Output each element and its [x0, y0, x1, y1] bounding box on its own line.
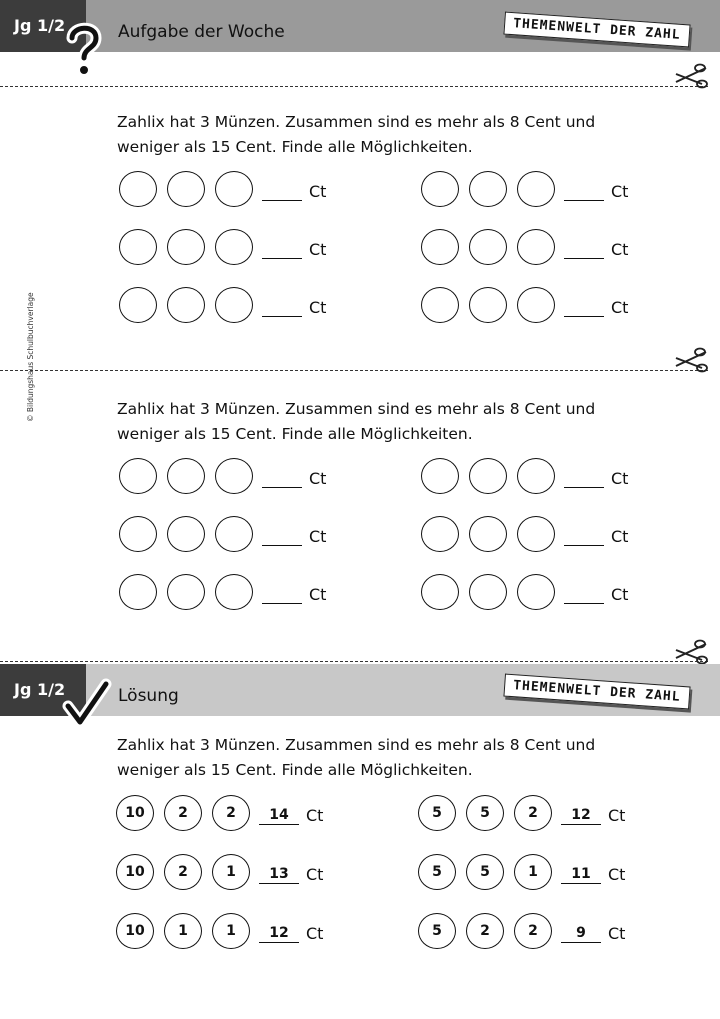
coin: 1: [212, 854, 250, 890]
unit-label: Ct: [611, 469, 629, 488]
unit-label: Ct: [306, 806, 324, 825]
coin: [167, 516, 205, 552]
stamp-label-solution: THEMENWELT DER ZAHL: [503, 674, 690, 710]
coin: [517, 516, 555, 552]
unit-label: Ct: [306, 924, 324, 943]
sum-value: 9: [576, 925, 586, 941]
coin: [421, 229, 459, 265]
coin: [421, 287, 459, 323]
coin: [119, 516, 157, 552]
coin: [215, 516, 253, 552]
coin: [517, 458, 555, 494]
sum-blank: [262, 487, 302, 488]
sum-blank: [262, 258, 302, 259]
unit-label: Ct: [309, 527, 327, 546]
coin: 2: [212, 795, 250, 831]
scissors-icon: [672, 348, 708, 372]
sum-blank: [262, 545, 302, 546]
sum-blank: [564, 603, 604, 604]
coin: [119, 229, 157, 265]
coin: 5: [466, 854, 504, 890]
coin: 10: [116, 854, 154, 890]
unit-label: Ct: [309, 585, 327, 604]
sum-blank: [561, 883, 601, 884]
sum-blank: [259, 883, 299, 884]
sum-blank: [564, 487, 604, 488]
cut-line: [0, 86, 708, 87]
sum-blank: [564, 258, 604, 259]
cut-line: [0, 370, 708, 371]
coin: 2: [514, 795, 552, 831]
coin: 10: [116, 795, 154, 831]
coin: [215, 171, 253, 207]
coin: 5: [418, 795, 456, 831]
coin: 5: [418, 854, 456, 890]
sum-value: 14: [269, 807, 289, 823]
unit-label: Ct: [611, 182, 629, 201]
sum-value: 13: [269, 866, 289, 882]
cut-line: [0, 661, 708, 662]
unit-label: Ct: [309, 240, 327, 259]
coin: 1: [212, 913, 250, 949]
coin: [421, 171, 459, 207]
coin: [119, 287, 157, 323]
coin: [215, 229, 253, 265]
sum-value: 11: [571, 866, 591, 882]
task-text-line: weniger als 15 Cent. Finde alle Möglichkeiten.: [117, 138, 473, 156]
unit-label: Ct: [611, 527, 629, 546]
coin: [119, 458, 157, 494]
sum-blank: [262, 200, 302, 201]
question-mark-icon: [64, 22, 104, 78]
unit-label: Ct: [611, 585, 629, 604]
coin: [469, 171, 507, 207]
coin: [469, 287, 507, 323]
sum-blank: [262, 316, 302, 317]
coin: [119, 574, 157, 610]
coin: 5: [418, 913, 456, 949]
coin: 2: [164, 795, 202, 831]
coin: [469, 574, 507, 610]
coin: 10: [116, 913, 154, 949]
sum-blank: [259, 942, 299, 943]
unit-label: Ct: [608, 924, 626, 943]
coin: [167, 574, 205, 610]
coin: 2: [514, 913, 552, 949]
scissors-icon: [672, 64, 708, 88]
sum-blank: [561, 824, 601, 825]
grade-label-solution: Jg 1/2: [0, 664, 86, 716]
coin: [167, 458, 205, 494]
task-text-line: Zahlix hat 3 Münzen. Zusammen sind es mehr als 8 Cent und: [117, 113, 596, 131]
unit-label: Ct: [608, 865, 626, 884]
header-title-solution: Lösung: [118, 686, 179, 706]
coin: [421, 516, 459, 552]
task-text-line: weniger als 15 Cent. Finde alle Möglichkeiten.: [117, 425, 473, 443]
coin: [167, 171, 205, 207]
coin: [215, 287, 253, 323]
coin: [215, 574, 253, 610]
coin: [469, 516, 507, 552]
grade-label-task: Jg 1/2: [0, 0, 86, 52]
sum-blank: [259, 824, 299, 825]
task-text-line: weniger als 15 Cent. Finde alle Möglichkeiten.: [117, 761, 473, 779]
coin: [167, 287, 205, 323]
coin: [517, 287, 555, 323]
unit-label: Ct: [309, 469, 327, 488]
sum-blank: [564, 316, 604, 317]
unit-label: Ct: [306, 865, 324, 884]
coin: [469, 229, 507, 265]
coin: 1: [164, 913, 202, 949]
scissors-icon: [672, 640, 708, 664]
sum-blank: [564, 200, 604, 201]
coin: [421, 458, 459, 494]
coin: 1: [514, 854, 552, 890]
coin: [167, 229, 205, 265]
unit-label: Ct: [611, 298, 629, 317]
task-text-line: Zahlix hat 3 Münzen. Zusammen sind es mehr als 8 Cent und: [117, 400, 596, 418]
coin: [119, 171, 157, 207]
unit-label: Ct: [608, 806, 626, 825]
unit-label: Ct: [309, 298, 327, 317]
stamp-label-task: THEMENWELT DER ZAHL: [503, 12, 690, 48]
task-text: [117, 397, 637, 447]
sum-blank: [564, 545, 604, 546]
check-mark-icon: [62, 678, 110, 730]
sum-blank: [262, 603, 302, 604]
unit-label: Ct: [309, 182, 327, 201]
task-text-line: Zahlix hat 3 Münzen. Zusammen sind es mehr als 8 Cent und: [117, 736, 596, 754]
coin: [517, 229, 555, 265]
sum-value: 12: [571, 807, 591, 823]
coin: [469, 458, 507, 494]
sum-blank: [561, 942, 601, 943]
unit-label: Ct: [611, 240, 629, 259]
coin: [215, 458, 253, 494]
coin: 5: [466, 795, 504, 831]
header-title-task: Aufgabe der Woche: [118, 22, 285, 42]
coin: 2: [164, 854, 202, 890]
copyright-note: © Bildungshaus Schulbuchverlage: [26, 292, 35, 422]
coin: [517, 574, 555, 610]
coin: 2: [466, 913, 504, 949]
coin: [421, 574, 459, 610]
sum-value: 12: [269, 925, 289, 941]
task-text: [117, 110, 637, 160]
coin: [517, 171, 555, 207]
solution-task-text: [117, 733, 637, 783]
